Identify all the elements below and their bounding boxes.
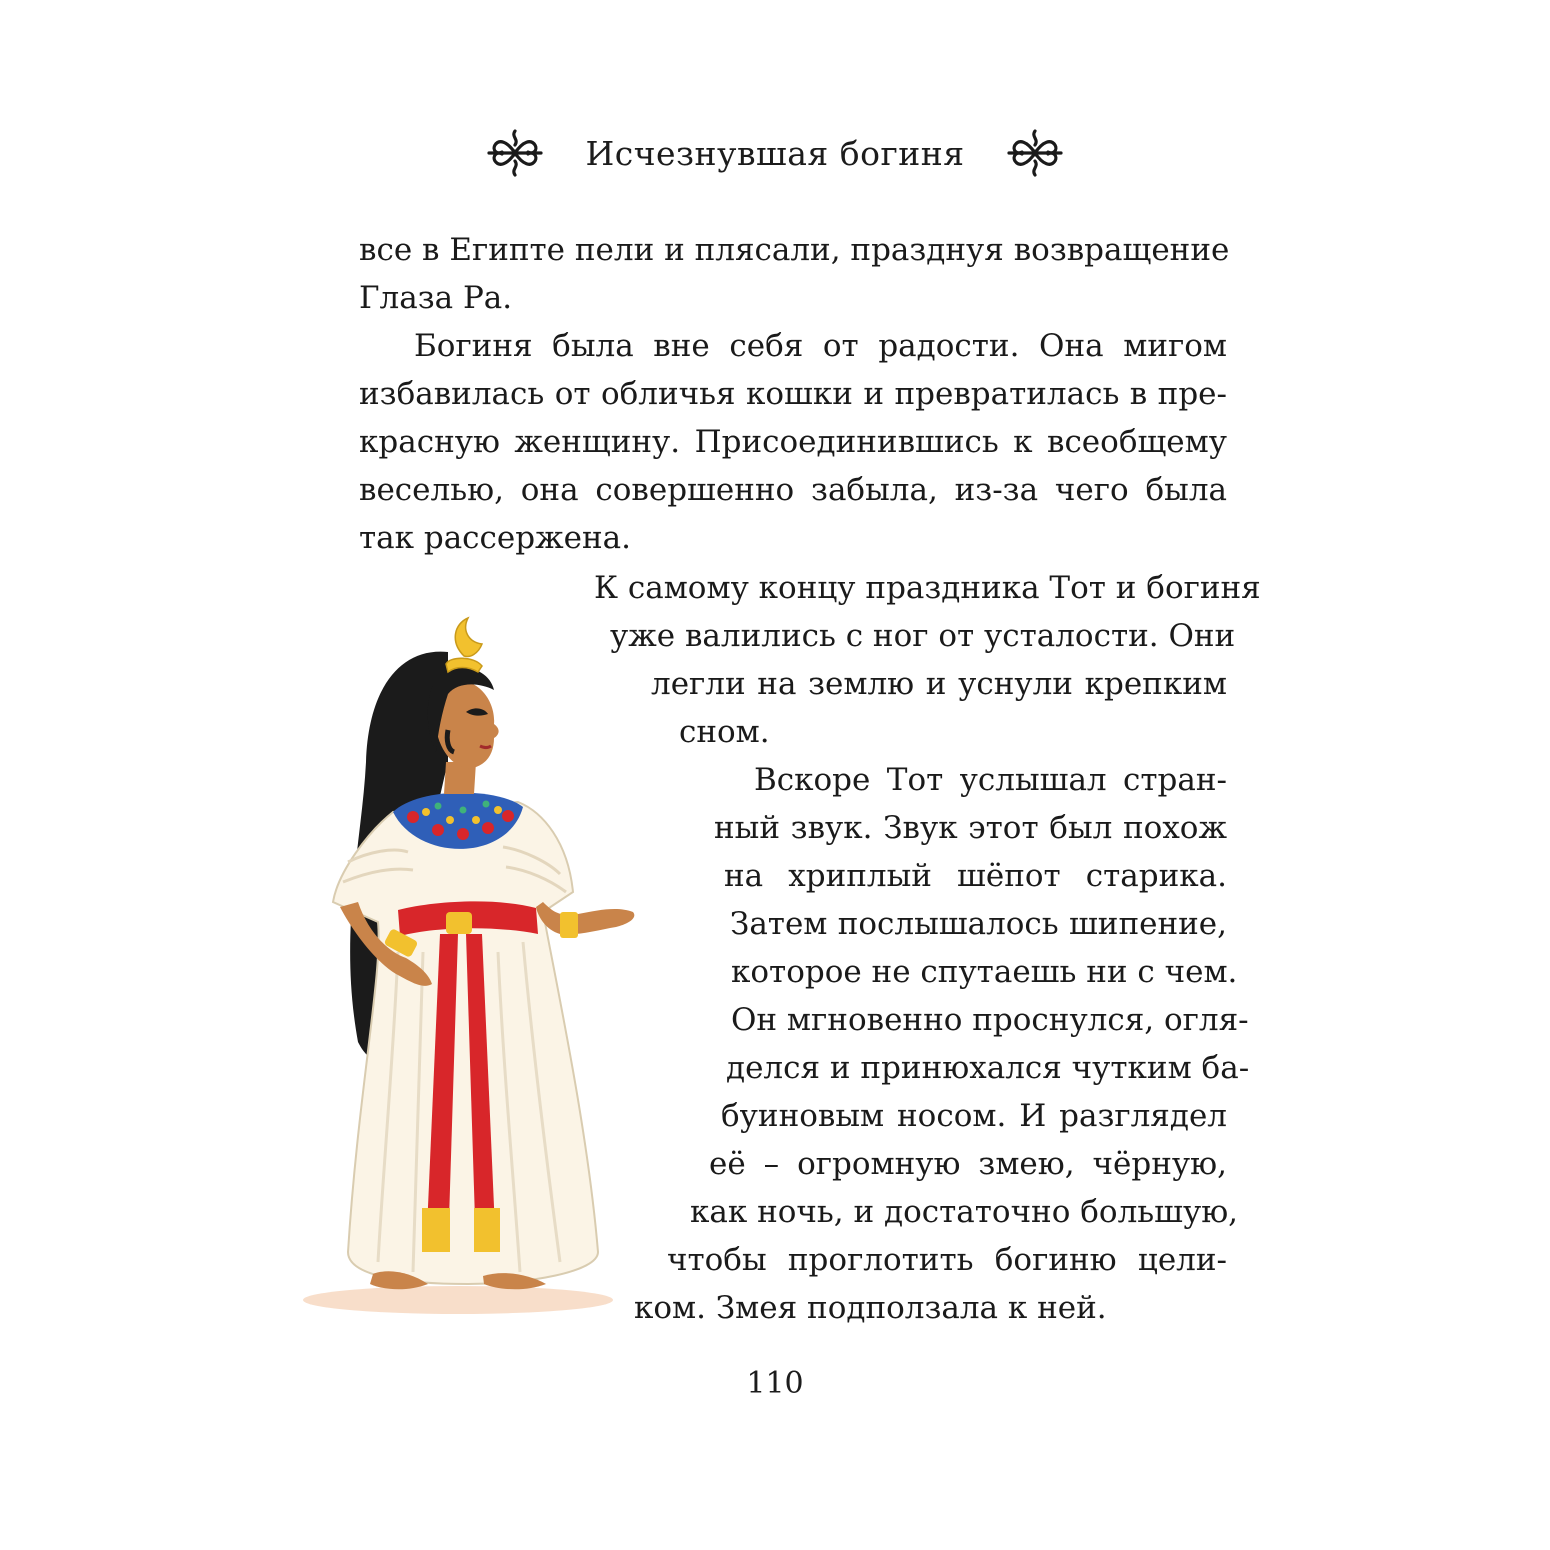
text-line: ком. Змея подползала к ней. — [634, 1290, 1107, 1326]
text-line: её – огромную змею, чёрную, — [709, 1146, 1227, 1182]
text-line: чтобы проглотить богиню цели- — [667, 1242, 1227, 1278]
floral-ornament-icon — [485, 125, 545, 181]
text-line: легли на землю и уснули крепким — [651, 666, 1227, 702]
text-line: так рассержена. — [359, 520, 631, 556]
text-line: сном. — [679, 714, 770, 750]
text-line: Он мгновенно проснулся, огля- — [731, 1002, 1249, 1038]
text-line: все в Египте пели и плясали, празднуя возвращение — [359, 232, 1230, 268]
floral-ornament-icon — [1005, 125, 1065, 181]
text-line: Вскоре Тот услышал стран- — [754, 762, 1227, 798]
text-line: избавилась от обличья кошки и превратилась в пре- — [359, 376, 1227, 412]
text-line: Богиня была вне себя от радости. Она мигом — [414, 328, 1227, 364]
text-line: ный звук. Звук этот был похож — [714, 810, 1227, 846]
text-line: на хриплый шёпот старика. — [724, 858, 1227, 894]
text-line: К самому концу праздника Тот и богиня — [594, 570, 1261, 606]
page-number: 110 — [746, 1366, 804, 1401]
text-line: буиновым носом. И разглядел — [721, 1098, 1227, 1134]
text-line: как ночь, и достаточно большую, — [690, 1194, 1239, 1230]
header-title: Исчезнувшая богиня — [585, 133, 965, 173]
text-line: красную женщину. Присоединившись к всеобщему — [359, 424, 1227, 460]
running-header — [0, 118, 1550, 188]
text-line: уже валились с ног от усталости. Они — [610, 618, 1236, 654]
text-line: делся и принюхался чутким ба- — [726, 1050, 1250, 1086]
text-line: Затем послышалось шипение, — [730, 906, 1227, 942]
egyptian-goddess-illustration — [298, 612, 648, 1322]
text-line: Глаза Ра. — [359, 280, 513, 316]
text-line: которое не спутаешь ни с чем. — [731, 954, 1238, 990]
text-line: веселью, она совершенно забыла, из-за чего была — [359, 472, 1227, 508]
